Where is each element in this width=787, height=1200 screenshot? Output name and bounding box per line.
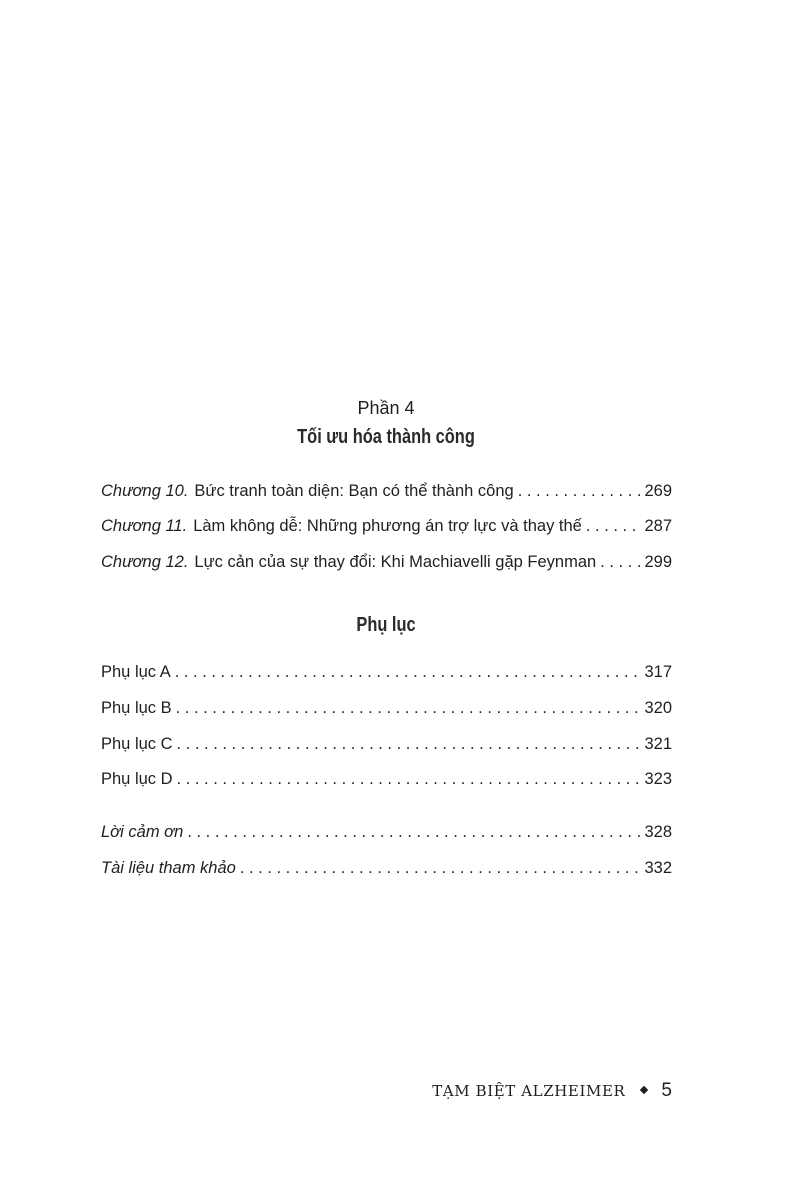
toc-chapter-11[interactable] <box>101 515 672 537</box>
chapter-title: Làm không dễ: Những phương án trợ lực và thay thế <box>193 517 582 535</box>
page-number: 317 <box>644 663 672 681</box>
part-label: Phần 4 <box>357 398 415 418</box>
toc-appendix-b[interactable] <box>101 697 672 719</box>
running-book-title: TẠM BIỆT ALZHEIMER <box>432 1082 626 1100</box>
entry-title: Phụ lục D <box>101 770 173 788</box>
entry-title: Lời cảm ơn <box>101 823 184 841</box>
part-title: Tối ưu hóa thành công <box>297 426 475 448</box>
page-number: 320 <box>644 699 672 717</box>
entry-title: Phụ lục B <box>101 699 172 717</box>
dot-leader <box>176 697 641 719</box>
page-number: 323 <box>644 770 672 788</box>
footer-page-number: 5 <box>661 1080 672 1101</box>
chapter-title: Bức tranh toàn diện: Bạn có thể thành công <box>194 482 514 500</box>
dot-leader <box>600 551 640 573</box>
chapter-number: Chương 10. <box>101 482 189 500</box>
chapter-title: Lực cản của sự thay đổi: Khi Machiavelli gặp Feynman <box>194 553 597 571</box>
toc-appendix-a[interactable] <box>101 661 672 683</box>
entry-title: Phụ lục C <box>101 735 173 753</box>
toc-references[interactable] <box>101 857 672 879</box>
appendix-title: Phụ lục <box>356 614 416 636</box>
chapter-number: Chương 11. <box>101 517 188 535</box>
entry-title: Tài liệu tham khảo <box>101 859 236 877</box>
toc-appendix-d[interactable] <box>101 768 672 790</box>
toc-acknowledgements[interactable] <box>101 821 672 843</box>
page-number: 269 <box>644 482 672 500</box>
page-footer <box>432 1080 672 1102</box>
dot-leader <box>518 480 641 502</box>
entry-title: Phụ lục A <box>101 663 171 681</box>
dot-leader <box>586 515 641 537</box>
dot-leader <box>240 857 641 879</box>
toc-chapter-10[interactable] <box>101 480 672 502</box>
page-number: 321 <box>644 735 672 753</box>
chapter-number: Chương 12. <box>101 553 189 571</box>
toc-appendix-c[interactable] <box>101 733 672 755</box>
page-number: 328 <box>644 823 672 841</box>
page-number: 332 <box>644 859 672 877</box>
page-number: 299 <box>644 553 672 571</box>
toc-chapter-12[interactable] <box>101 551 672 573</box>
dot-leader <box>175 661 641 683</box>
dot-leader <box>187 821 640 843</box>
diamond-separator-icon <box>640 1086 648 1094</box>
dot-leader <box>177 768 641 790</box>
dot-leader <box>177 733 641 755</box>
page-number: 287 <box>644 517 672 535</box>
